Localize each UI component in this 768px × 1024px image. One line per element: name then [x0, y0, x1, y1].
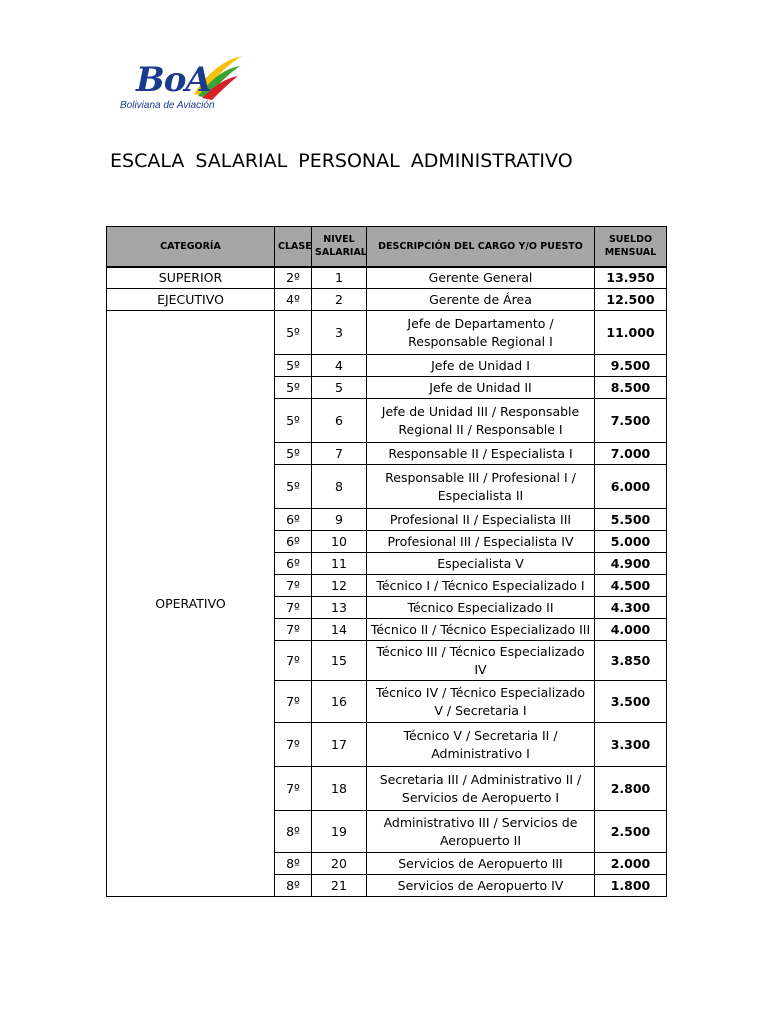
- cell-descripcion: Profesional III / Especialista IV: [367, 531, 595, 553]
- header-clase: CLASE: [275, 227, 312, 267]
- document-title: ESCALA SALARIAL PERSONAL ADMINISTRATIVO: [110, 150, 573, 172]
- cell-clase: 8º: [275, 811, 312, 853]
- cell-sueldo: 5.500: [595, 509, 667, 531]
- cell-descripcion: Administrativo III / Servicios de Aeropuerto II: [367, 811, 595, 853]
- cell-nivel: 4: [312, 355, 367, 377]
- cell-clase: 4º: [275, 289, 312, 311]
- cell-nivel: 10: [312, 531, 367, 553]
- cell-nivel: 1: [312, 267, 367, 289]
- header-descripcion: DESCRIPCIÓN DEL CARGO Y/O PUESTO: [367, 227, 595, 267]
- cell-nivel: 16: [312, 681, 367, 723]
- cell-descripcion: Técnico V / Secretaria II / Administrativo I: [367, 723, 595, 767]
- cell-descripcion: Técnico IV / Técnico Especializado V / Secretaria I: [367, 681, 595, 723]
- cell-clase: 7º: [275, 597, 312, 619]
- cell-nivel: 5: [312, 377, 367, 399]
- cell-nivel: 15: [312, 641, 367, 681]
- cell-categoria: EJECUTIVO: [107, 289, 275, 311]
- cell-sueldo: 6.000: [595, 465, 667, 509]
- table-header-row: [107, 227, 667, 267]
- cell-nivel: 17: [312, 723, 367, 767]
- cell-clase: 5º: [275, 465, 312, 509]
- cell-nivel: 8: [312, 465, 367, 509]
- cell-sueldo: 4.300: [595, 597, 667, 619]
- cell-descripcion: Gerente de Área: [367, 289, 595, 311]
- cell-clase: 5º: [275, 443, 312, 465]
- cell-sueldo: 13.950: [595, 267, 667, 289]
- cell-sueldo: 3.300: [595, 723, 667, 767]
- cell-descripcion: Técnico II / Técnico Especializado III: [367, 619, 595, 641]
- cell-clase: 7º: [275, 575, 312, 597]
- cell-nivel: 20: [312, 853, 367, 875]
- cell-sueldo: 2.800: [595, 767, 667, 811]
- cell-clase: 5º: [275, 399, 312, 443]
- cell-clase: 7º: [275, 681, 312, 723]
- logo-subtitle: Boliviana de Aviación: [120, 100, 215, 111]
- cell-sueldo: 1.800: [595, 875, 667, 897]
- cell-descripcion: Técnico Especializado II: [367, 597, 595, 619]
- cell-descripcion: Responsable II / Especialista I: [367, 443, 595, 465]
- cell-clase: 5º: [275, 311, 312, 355]
- cell-clase: 6º: [275, 531, 312, 553]
- cell-clase: 8º: [275, 875, 312, 897]
- cell-categoria: SUPERIOR: [107, 267, 275, 289]
- cell-descripcion: Especialista V: [367, 553, 595, 575]
- cell-sueldo: 2.000: [595, 853, 667, 875]
- cell-sueldo: 9.500: [595, 355, 667, 377]
- cell-descripcion: Jefe de Unidad II: [367, 377, 595, 399]
- cell-descripcion: Jefe de Departamento / Responsable Regional I: [367, 311, 595, 355]
- cell-sueldo: 12.500: [595, 289, 667, 311]
- header-nivel: NIVEL SALARIAL: [312, 227, 367, 267]
- table-row: [107, 289, 667, 311]
- header-categoria: CATEGORÍA: [107, 227, 275, 267]
- cell-clase: 7º: [275, 767, 312, 811]
- cell-nivel: 18: [312, 767, 367, 811]
- cell-descripcion: Jefe de Unidad III / Responsable Regional II / Responsable I: [367, 399, 595, 443]
- cell-sueldo: 7.000: [595, 443, 667, 465]
- cell-nivel: 6: [312, 399, 367, 443]
- logo-text: BoA: [136, 60, 211, 100]
- salary-table: [106, 226, 667, 897]
- cell-clase: 8º: [275, 853, 312, 875]
- table-body: [107, 267, 667, 897]
- cell-sueldo: 3.500: [595, 681, 667, 723]
- cell-descripcion: Profesional II / Especialista III: [367, 509, 595, 531]
- cell-nivel: 13: [312, 597, 367, 619]
- header-sueldo: SUELDO MENSUAL: [595, 227, 667, 267]
- cell-sueldo: 4.500: [595, 575, 667, 597]
- cell-clase: 2º: [275, 267, 312, 289]
- cell-sueldo: 2.500: [595, 811, 667, 853]
- cell-descripcion: Gerente General: [367, 267, 595, 289]
- cell-nivel: 14: [312, 619, 367, 641]
- cell-nivel: 12: [312, 575, 367, 597]
- cell-descripcion: Servicios de Aeropuerto III: [367, 853, 595, 875]
- cell-nivel: 3: [312, 311, 367, 355]
- cell-nivel: 7: [312, 443, 367, 465]
- cell-descripcion: Jefe de Unidad I: [367, 355, 595, 377]
- cell-clase: 6º: [275, 509, 312, 531]
- cell-sueldo: 5.000: [595, 531, 667, 553]
- cell-clase: 6º: [275, 553, 312, 575]
- cell-descripcion: Técnico I / Técnico Especializado I: [367, 575, 595, 597]
- cell-clase: 7º: [275, 619, 312, 641]
- cell-clase: 7º: [275, 641, 312, 681]
- cell-sueldo: 11.000: [595, 311, 667, 355]
- cell-nivel: 2: [312, 289, 367, 311]
- cell-sueldo: 4.000: [595, 619, 667, 641]
- cell-sueldo: 8.500: [595, 377, 667, 399]
- cell-sueldo: 7.500: [595, 399, 667, 443]
- cell-descripcion: Técnico III / Técnico Especializado IV: [367, 641, 595, 681]
- cell-nivel: 9: [312, 509, 367, 531]
- cell-clase: 5º: [275, 377, 312, 399]
- cell-clase: 5º: [275, 355, 312, 377]
- cell-clase: 7º: [275, 723, 312, 767]
- cell-descripcion: Responsable III / Profesional I / Especialista II: [367, 465, 595, 509]
- table-row: [107, 311, 667, 355]
- cell-nivel: 11: [312, 553, 367, 575]
- cell-nivel: 21: [312, 875, 367, 897]
- boa-logo: [116, 52, 246, 116]
- cell-descripcion: Servicios de Aeropuerto IV: [367, 875, 595, 897]
- cell-nivel: 19: [312, 811, 367, 853]
- cell-sueldo: 4.900: [595, 553, 667, 575]
- cell-sueldo: 3.850: [595, 641, 667, 681]
- cell-categoria-operativo: OPERATIVO: [107, 311, 275, 897]
- cell-descripcion: Secretaria III / Administrativo II / Servicios de Aeropuerto I: [367, 767, 595, 811]
- table-row: [107, 267, 667, 289]
